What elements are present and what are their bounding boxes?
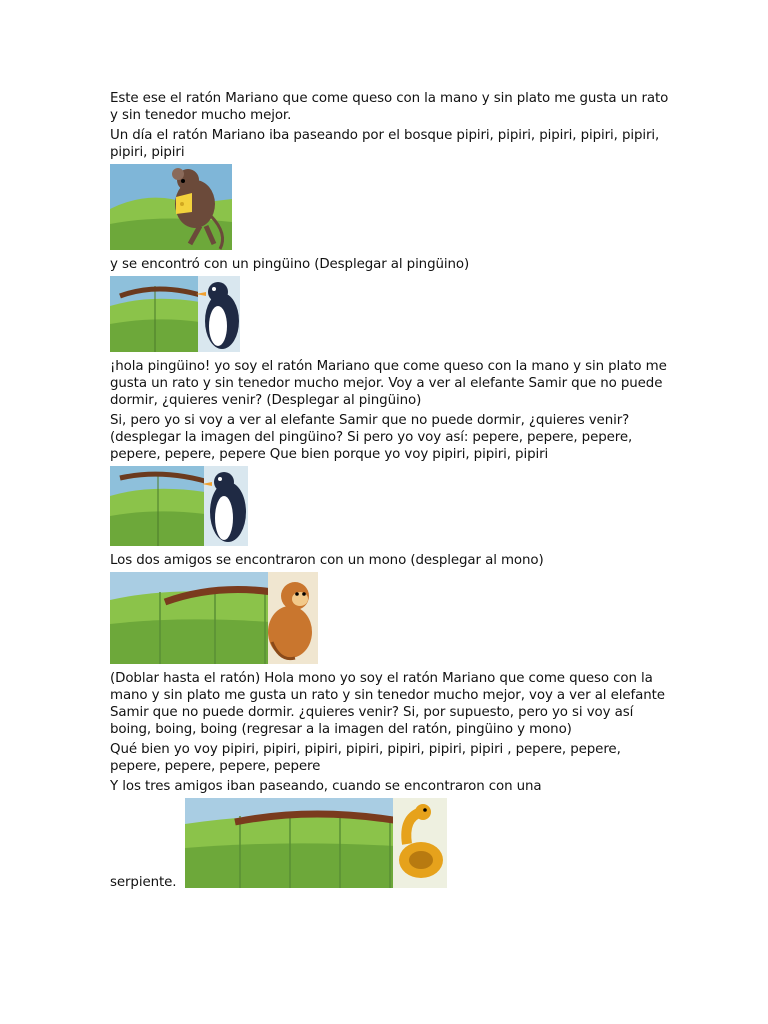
snake-line <box>110 798 670 890</box>
penguin-illustration-2 <box>110 466 248 546</box>
document-page <box>110 90 670 890</box>
penguin-illustration-1 <box>110 276 240 352</box>
paragraph-penguin-reply: Si, pero yo si voy a ver al elefante Samir que no puede dormir, ¿quieres venir? (desplegar la imagen del pingüino? Si pero yo voy así: pepere, pepere, pepere, pepere, pepere, pepere Que bien porque yo voy pipiri, pipiri, pipiri <box>110 413 633 462</box>
paragraph-hello-monkey: (Doblar hasta el ratón) Hola mono yo soy el ratón Mariano que come queso con la mano y sin plato me gusta un rato y sin tenedor mucho mejor, voy a ver al elefante Samir que no puede dormir. ¿quieres venir? Si, por supuesto, pero yo si voy así boing, boing, boing (regresar a la imagen del ratón, pingüino y mono) <box>110 671 665 737</box>
paragraph-hello-penguin: ¡hola pingüino! yo soy el ratón Mariano que come queso con la mano y sin plato me gusta un rato y sin tenedor mucho mejor. Voy a ver al elefante Samir que no puede dormir, ¿quieres venir? (Desplegar al pingüino) <box>110 359 667 408</box>
monkey-illustration <box>110 572 318 664</box>
paragraph-penguin-meet: y se encontró con un pingüino (Desplegar al pingüino) <box>110 257 470 272</box>
paragraph-walk: Un día el ratón Mariano iba paseando por el bosque pipiri, pipiri, pipiri, pipiri, pipiri, pipiri, pipiri <box>110 128 660 160</box>
paragraph-monkey-meet: Los dos amigos se encontraron con un mono (desplegar al mono) <box>110 553 544 568</box>
paragraph-intro: Este ese el ratón Mariano que come queso con la mano y sin plato me gusta un rato y sin tenedor mucho mejor. <box>110 91 669 123</box>
paragraph-snake: serpiente. <box>110 875 177 890</box>
paragraph-walk-again: Qué bien yo voy pipiri, pipiri, pipiri, pipiri, pipiri, pipiri, pipiri , pepere, pepere, pepere, pepere, pepere, pepere <box>110 742 621 774</box>
mouse-illustration <box>110 164 232 250</box>
paragraph-three-friends: Y los tres amigos iban paseando, cuando se encontraron con una <box>110 779 542 794</box>
snake-illustration <box>185 798 447 888</box>
